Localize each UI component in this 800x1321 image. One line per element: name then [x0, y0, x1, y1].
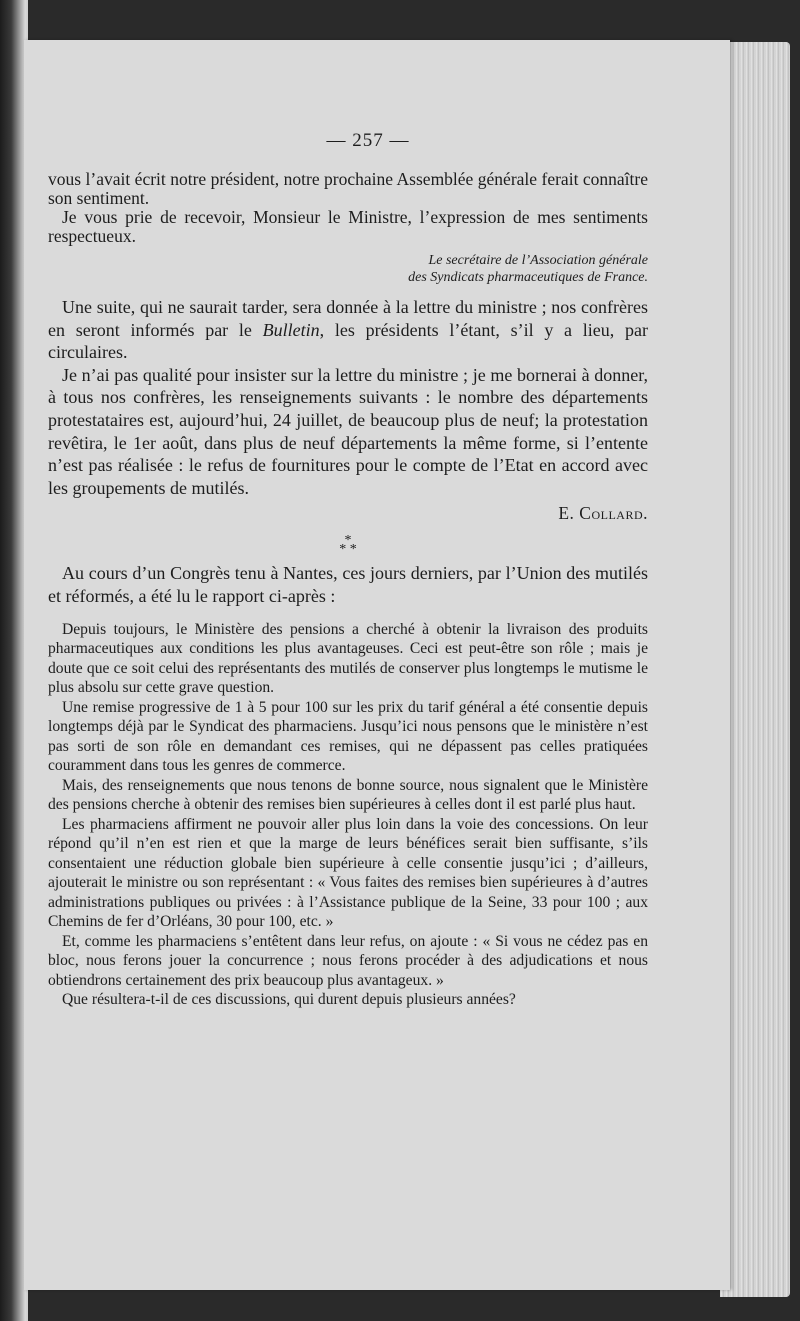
- letter-paragraph: vous l’avait écrit notre président, notre prochaine Assemblée générale ferait connaître son sentiment.: [48, 169, 648, 208]
- book-page: [24, 40, 730, 1290]
- page-number: — 257 —: [326, 130, 410, 151]
- signature-line: Le secrétaire de l’Association générale: [428, 253, 648, 268]
- signature-line: des Syndicats pharmaceutiques de France.: [408, 270, 648, 285]
- asterism: * * *: [339, 533, 357, 558]
- intro: [48, 562, 648, 607]
- author-signature: E. Collard.: [558, 503, 648, 524]
- report-paragraph: Et, comme les pharmaciens s’entêtent dans leur refus, on ajoute : « Si vous ne cédez pas en bloc, nous ferons jouer la concurrence ; nous ferons procéder à des adjudications et nous obtiendrons certainement des prix beaucoup plus avantageux. »: [48, 932, 648, 989]
- letter-paragraph: Je vous prie de recevoir, Monsieur le Ministre, l’expression de mes sentiments respectueux.: [48, 207, 648, 246]
- report-paragraph: Une remise progressive de 1 à 5 pour 100 sur les prix du tarif général a été consentie depuis longtemps déjà par le Syndicat des pharmaciens. Jusqu’ici nous pensons que le ministère n’est pas sorti de son rôle en demandant ces remises, qui ne dépassent pas celles pratiquées couramment dans tous les genres de commerce.: [48, 698, 648, 775]
- text-run: Une suite, qui ne saurait tarder, sera donnée à la lettre du ministre ; nos confrères en seront informés par le: [48, 297, 648, 340]
- commentary: [48, 296, 648, 524]
- body-paragraph: [48, 296, 648, 364]
- italic-title: Bulletin: [262, 319, 320, 340]
- body-paragraph: Je n’ai pas qualité pour insister sur la lettre du ministre ; je me bornerai à donner, à tous nos confrères, les renseignements suivants : le nombre des départements protestataires est, aujourd’hui, 24 juillet, de beaucoup plus de neuf; la protestation revêtira, le 1er août, dans plus de neuf départements la même forme, si l’entente n’est pas réalisée : le refus de fournitures pour le compte de l’Etat en accord avec les groupements de mutilés.: [48, 364, 648, 498]
- letter-closing: [48, 170, 648, 246]
- report-quote: [48, 620, 648, 1010]
- text-run: , les présidents l’étant, s’il y a lieu, par circulaires.: [48, 319, 649, 363]
- report-paragraph: Les pharmaciens affirment ne pouvoir aller plus loin dans la voie des concessions. On leur répond qu’il n’en est rien et que la marge de leurs bénéfices serait bien suffisante, s’ils consentaient une réduction globale bien supérieure à celle consentie jusqu’ici ; d’ailleurs, ajouterait le ministre ou son représentant : « Vous faites des remises bien supérieures à d’autres administrations publiques ou privées : à l’Assistance publique de la Seine, 33 pour 100 ; aux Chemins de fer d’Orléans, 30 pour 100, etc. »: [48, 815, 648, 931]
- report-paragraph: Mais, des renseignements que nous tenons de bonne source, nous signalent que le Ministère des pensions cherche à obtenir des remises bien supérieures à celles dont il est parlé plus haut.: [48, 776, 648, 814]
- letter-signature: [48, 252, 648, 286]
- page-content: [48, 130, 648, 1010]
- report-paragraph: Depuis toujours, le Ministère des pensions a cherché à obtenir la livraison des produits pharmaceutiques aux conditions les plus avantageuses. Ceci est peut-être son rôle ; mais je doute que ce soit celui des représentants des mutilés de conserver plus longtemps le mutisme le plus absolu sur cette grave question.: [48, 620, 648, 697]
- page-edges: [720, 42, 790, 1297]
- report-paragraph: Que résultera-t-il de ces discussions, qui durent depuis plusieurs années?: [62, 991, 516, 1009]
- asterism-separator: [48, 533, 648, 558]
- intro-paragraph: Au cours d’un Congrès tenu à Nantes, ces jours derniers, par l’Union des mutilés et réformés, a été lu le rapport ci-après :: [48, 563, 648, 606]
